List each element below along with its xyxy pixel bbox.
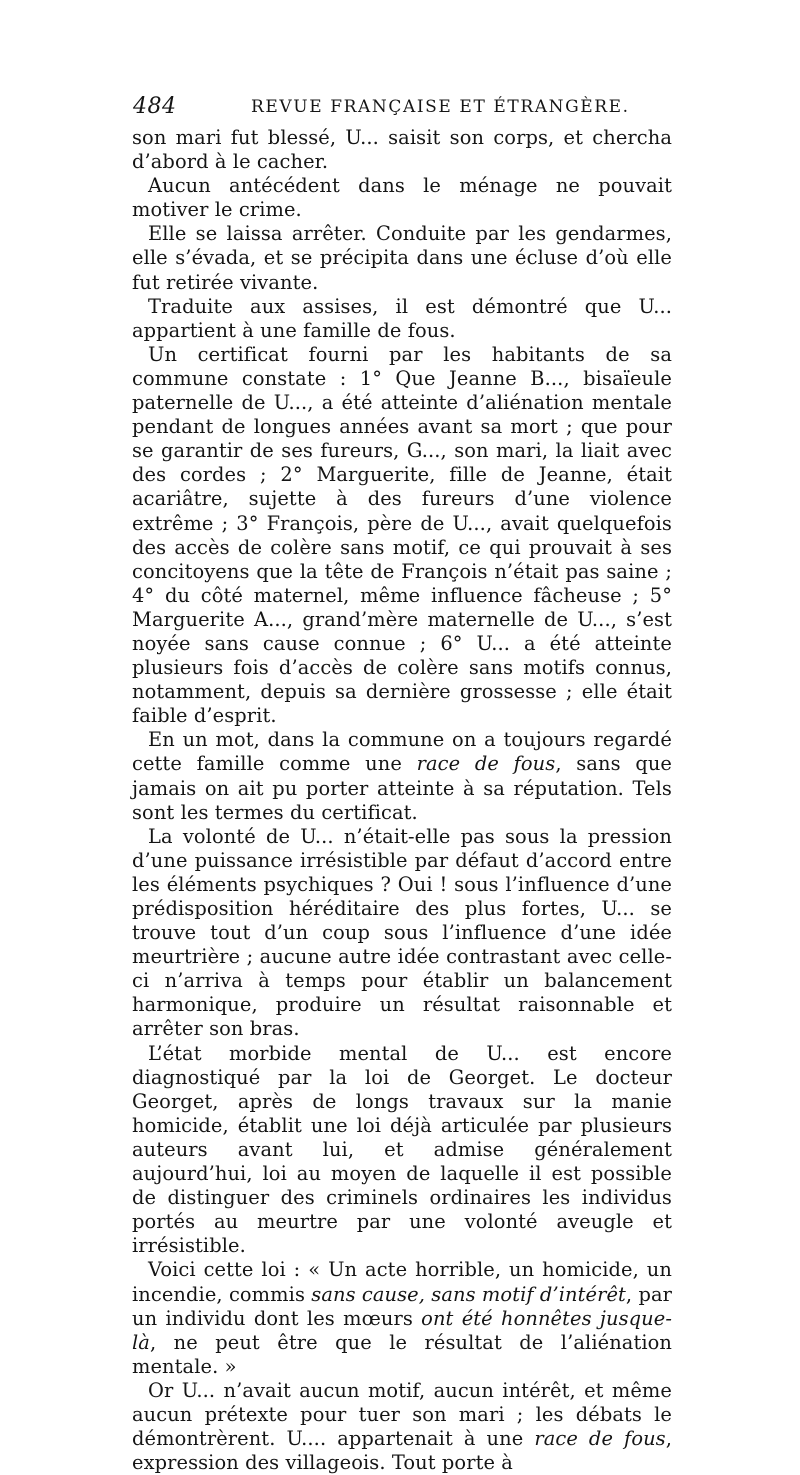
paragraph: L’état morbide mental de U... est encore diagnostiqué par la loi de Georget. Le docteur Georget, après de longs travaux sur la manie homicide, établit une loi déjà articulée par plusieurs auteurs avant lui, et admise généralement aujourd’hui, loi au moyen de laquelle il est possible de distinguer des criminels ordinaires les individus portés au meurtre par une volonté aveugle et irrésistible. (132, 1041, 672, 1258)
paragraph (132, 1258, 672, 1378)
paragraph (132, 728, 672, 824)
body-text (132, 126, 672, 1475)
text-run: , expression des villageois. Tout porte à (132, 1427, 672, 1475)
italic-phrase: ont été honnêtes jusque-là (132, 1306, 672, 1354)
paragraph: Aucun antécédent dans le ménage ne pouvait motiver le crime. (132, 174, 672, 222)
paragraph: son mari fut blessé, U... saisit son corps, et chercha d’abord à le cacher. (132, 126, 672, 174)
text-run: En un mot, dans la commune on a toujours regardé cette famille comme une (132, 728, 672, 776)
text-run: Voici cette loi : « Un acte horrible, un homicide, un incendie, commis (132, 1258, 672, 1306)
paragraph: La volonté de U... n’était-elle pas sous la pression d’une puissance irrésistible par défaut d’accord entre les éléments psychiques ? Oui ! sous l’influence d’une prédisposition héréditaire des plus fortes, U... se trouve tout d’un coup sous l’influence d’une idée meurtrière ; aucune autre idée contrastant avec celle-ci n’arriva à temps pour établir un balancement harmonique, produire un résultat raisonnable et arrêter son bras. (132, 824, 672, 1041)
paragraph: Elle se laissa arrêter. Conduite par les gendarmes, elle s’évada, et se précipita dans une écluse d’où elle fut retirée vivante. (132, 222, 672, 294)
page-header (133, 94, 673, 118)
paragraph: Traduite aux assises, il est démontré que U... appartient à une famille de fous. (132, 294, 672, 342)
italic-phrase: race de fous (416, 752, 556, 776)
italic-phrase: sans cause, sans motif d’intérêt (311, 1282, 626, 1306)
running-title: REVUE FRANÇAISE ET ÉTRANGÈRE. (251, 97, 630, 117)
text-run: Or U... n’avait aucun motif, aucun intérêt, et même aucun prétexte pour tuer son mari ; les débats le démontrèrent. U.... appartenait à une (132, 1378, 672, 1451)
text-run: , ne peut être que le résultat de l’aliénation mentale. » (132, 1330, 672, 1378)
text-run: , par un individu dont les mœurs (132, 1282, 673, 1330)
text-run: , sans que jamais on ait pu porter atteinte à sa réputation. Tels sont les termes du certificat. (132, 752, 672, 824)
paragraph (132, 1379, 672, 1475)
page-number: 484 (133, 94, 177, 119)
italic-phrase: race de fous (534, 1427, 666, 1451)
paragraph: Un certificat fourni par les habitants de sa commune constate : 1° Que Jeanne B..., bisaïeule paternelle de U..., a été atteinte d’aliénation mentale pendant de longues années avant sa mort ; que pour se garantir de ses fureurs, G..., son mari, la liait avec des cordes ; 2° Marguerite, fille de Jeanne, était acariâtre, sujette à des fureurs d’une violence extrême ; 3° François, père de U..., avait quelquefois des accès de colère sans motif, ce qui prouvait à ses concitoyens que la tête de François n’était pas saine ; 4° du côté maternel, même influence fâcheuse ; 5° Marguerite A..., grand’mère maternelle de U..., s’est noyée sans cause connue ; 6° U... a été atteinte plusieurs fois d’accès de colère sans motifs connus, notamment, depuis sa dernière grossesse ; elle était faible d’esprit. (132, 342, 672, 728)
